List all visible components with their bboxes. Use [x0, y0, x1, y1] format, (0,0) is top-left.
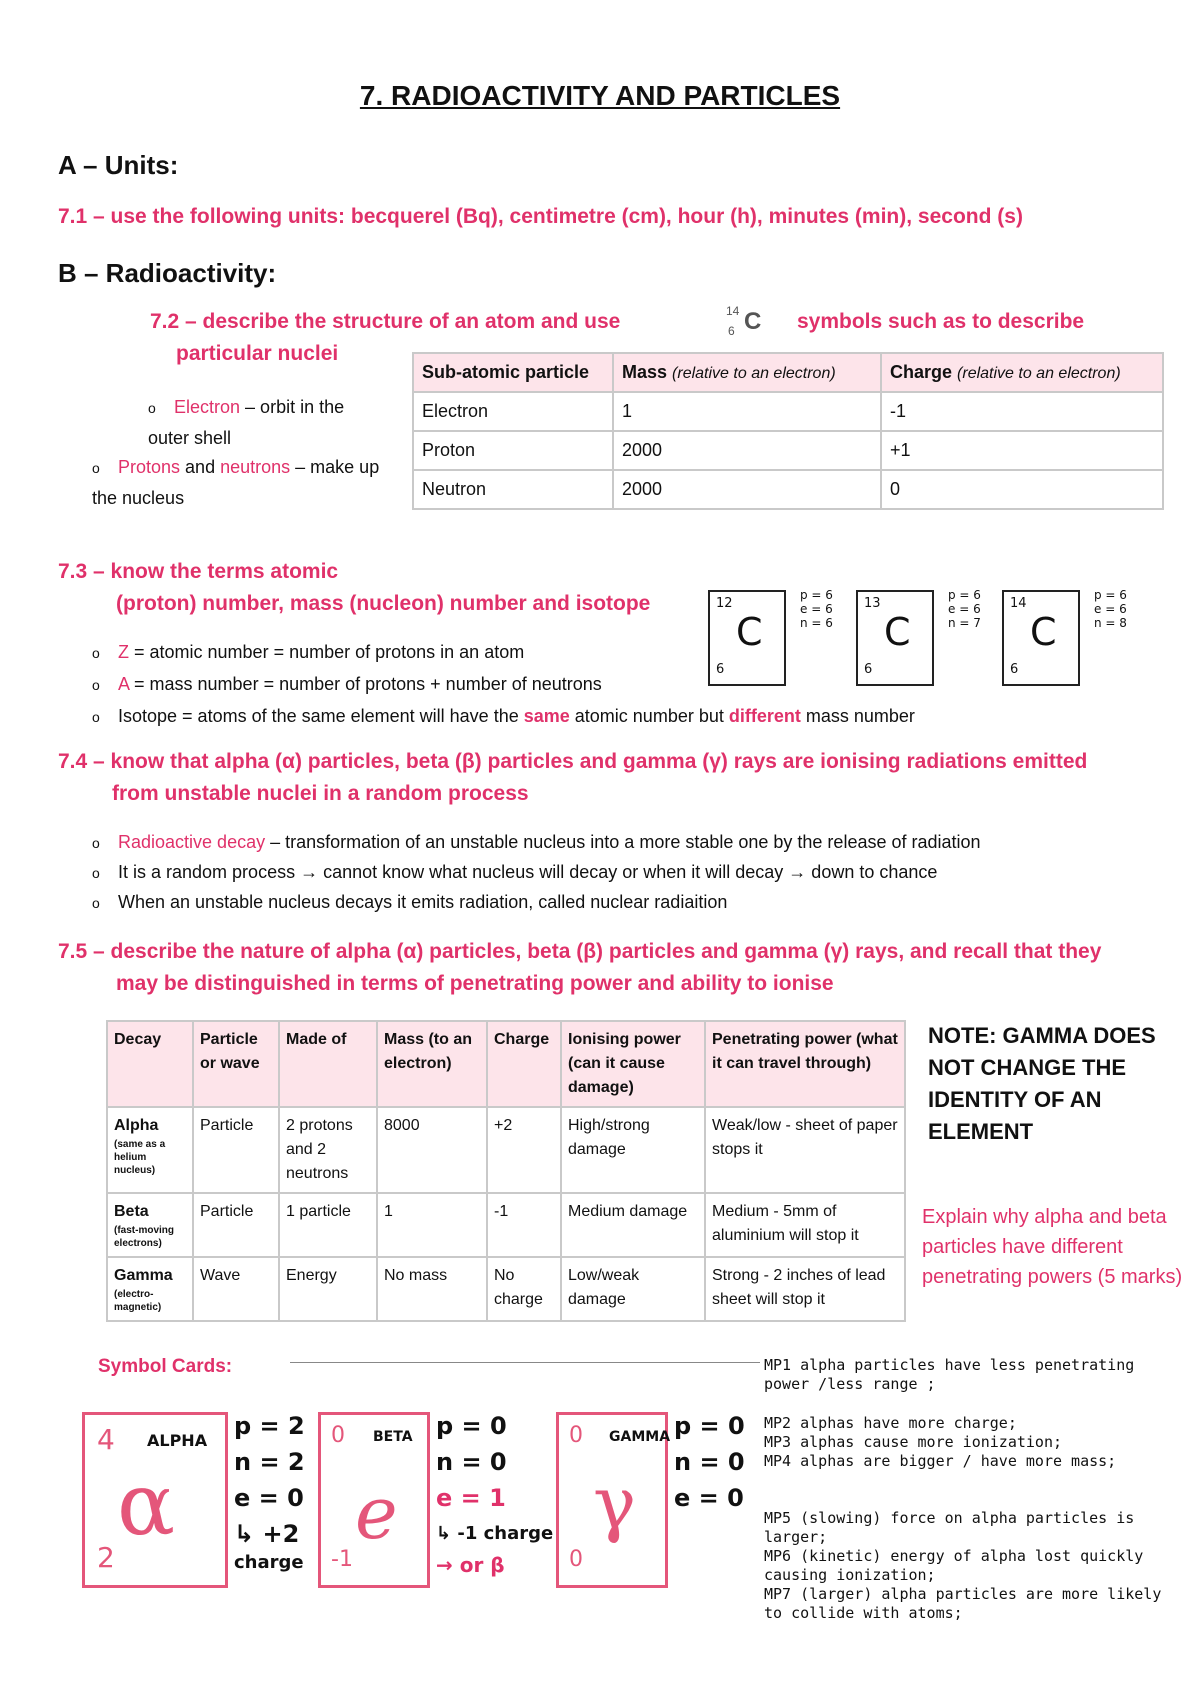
subatomic-table [412, 352, 1164, 510]
table-cell: 1 particle [279, 1193, 377, 1257]
table-cell: 2 protons and 2 neutrons [279, 1107, 377, 1193]
nuclide-atomic: 6 [728, 324, 735, 338]
spec-7-5-line2: may be distinguished in terms of penetrating power and ability to ionise [116, 972, 834, 995]
mark-point: MP1 alpha particles have less penetrating power /less range ; [764, 1356, 1135, 1393]
isotope-notes-c14: p = 6 e = 6 n = 8 [1094, 588, 1127, 630]
gamma-glyph: γ [593, 1461, 637, 1545]
table-cell: Particle [193, 1107, 279, 1193]
mark-point: MP4 alphas are bigger / have more mass; [764, 1452, 1117, 1470]
bullet-isotope: o Isotope = atoms of the same element will have the same atomic number but different mass number [92, 706, 915, 726]
table-cell: Medium - 5mm of aluminium will stop it [705, 1193, 905, 1257]
section-a-heading: A – Units: [58, 150, 179, 180]
bullet-random-process: o It is a random process → cannot know what nucleus will decay or when it will decay → down to chance [92, 862, 938, 882]
bullet-radioactive-decay: o Radioactive decay – transformation of an unstable nucleus into a more stable one by the release of radiation [92, 832, 981, 852]
table-cell: -1 [881, 392, 1163, 431]
spec-7-4-line1: 7.4 – know that alpha (α) particles, beta (β) particles and gamma (γ) rays are ionising radiations emitted [58, 750, 1088, 773]
bullet-electron: o Electron – orbit in the outer shell [148, 397, 345, 448]
table-cell: Proton [413, 431, 613, 470]
nuclide-mass: 14 [726, 304, 740, 318]
radiation-table [106, 1020, 906, 1322]
isotope-card-c14: 14 C 6 [1002, 590, 1080, 686]
table-header: Mass (relative to an electron) [613, 353, 881, 392]
table-header: Made of [279, 1021, 377, 1107]
table-cell: Strong - 2 inches of lead sheet will stop it [705, 1257, 905, 1321]
table-row [107, 1193, 905, 1257]
nuclide-letter: C [744, 308, 762, 335]
table-cell: Weak/low - sheet of paper stops it [705, 1107, 905, 1193]
table-cell: 2000 [613, 470, 881, 509]
mark-point: MP7 (larger) alpha particles are more likely to collide with atoms; [764, 1585, 1162, 1622]
table-cell: Beta (fast-moving electrons) [107, 1193, 193, 1257]
table-cell: +2 [487, 1107, 561, 1193]
spec-7-2-line1: 7.2 – describe the structure of an atom and use [150, 310, 621, 333]
symbol-cards-title: Symbol Cards: [98, 1356, 233, 1377]
table-row [413, 470, 1163, 509]
table-cell: Energy [279, 1257, 377, 1321]
spec-7-1: 7.1 – use the following units: becquerel (Bq), centimetre (cm), hour (h), minutes (min), second (s) [58, 205, 1023, 228]
mark-point: MP3 alphas cause more ionization; [764, 1433, 1063, 1451]
table-header: Ionising power (can it cause damage) [561, 1021, 705, 1107]
table-cell: No mass [377, 1257, 487, 1321]
gamma-card: 0 GAMMA γ 0 [556, 1412, 668, 1588]
table-row [107, 1107, 905, 1193]
table-cell: Wave [193, 1257, 279, 1321]
nuclide-symbol [726, 304, 786, 348]
alpha-notes: p = 2 n = 2 e = 0 ↳ +2 charge [234, 1412, 305, 1573]
bullet-a: o A = mass number = number of protons + number of neutrons [92, 674, 602, 694]
bullet-emission: o When an unstable nucleus decays it emits radiation, called nuclear radiaition [92, 892, 728, 912]
exam-question: Explain why alpha and beta particles have different penetrating powers (5 marks) [922, 1206, 1183, 1288]
table-cell: -1 [487, 1193, 561, 1257]
table-header: Decay [107, 1021, 193, 1107]
table-cell: Medium damage [561, 1193, 705, 1257]
spec-7-3-line2: (proton) number, mass (nucleon) number and isotope [116, 592, 651, 615]
table-cell: 1 [613, 392, 881, 431]
gamma-note: NOTE: GAMMA DOES NOT CHANGE THE IDENTITY OF AN ELEMENT [928, 1023, 1156, 1144]
table-cell: 1 [377, 1193, 487, 1257]
beta-glyph: e [355, 1471, 398, 1555]
gamma-notes: p = 0 n = 0 e = 0 [674, 1412, 745, 1512]
table-cell: Particle [193, 1193, 279, 1257]
table-cell: Alpha (same as a helium nucleus) [107, 1107, 193, 1193]
table-header: Penetrating power (what it can travel through) [705, 1021, 905, 1107]
bullet-z: o Z = atomic number = number of protons in an atom [92, 642, 525, 662]
mark-scheme [764, 1356, 1184, 1623]
isotope-card-c13: 13 C 6 [856, 590, 934, 686]
spec-7-3-line1: 7.3 – know the terms atomic [58, 560, 339, 583]
table-cell: Electron [413, 392, 613, 431]
table-cell: Neutron [413, 470, 613, 509]
divider [290, 1362, 760, 1363]
table-header: Particle or wave [193, 1021, 279, 1107]
table-cell: 0 [881, 470, 1163, 509]
table-header: Charge [487, 1021, 561, 1107]
section-b-heading: B – Radioactivity: [58, 258, 277, 288]
page-title: 7. RADIOACTIVITY AND PARTICLES [359, 80, 841, 111]
table-row [413, 392, 1163, 431]
table-header-row [107, 1021, 905, 1107]
table-cell: 2000 [613, 431, 881, 470]
table-cell: +1 [881, 431, 1163, 470]
table-header-row [413, 353, 1163, 392]
table-header: Charge (relative to an electron) [881, 353, 1163, 392]
table-row [107, 1257, 905, 1321]
table-header: Sub-atomic particle [413, 353, 613, 392]
spec-7-2-line2: symbols such as to describe [797, 310, 1085, 333]
beta-card: 0 BETA e -1 [318, 1412, 430, 1588]
spec-7-2-line3: particular nuclei [176, 342, 339, 365]
alpha-glyph: α [117, 1455, 176, 1555]
isotope-notes-c13: p = 6 e = 6 n = 7 [948, 588, 981, 630]
mark-point: MP5 (slowing) force on alpha particles is larger; [764, 1509, 1135, 1546]
isotope-notes-c12: p = 6 e = 6 n = 6 [800, 588, 833, 630]
table-cell: No charge [487, 1257, 561, 1321]
table-cell: 8000 [377, 1107, 487, 1193]
spec-7-4-line2: from unstable nuclei in a random process [112, 782, 529, 805]
table-cell: High/strong damage [561, 1107, 705, 1193]
beta-notes: p = 0 n = 0 e = 1 ↳ -1 charge → or β [436, 1412, 554, 1577]
bullet-protons-neutrons: o Protons and neutrons – make up the nucleus [92, 457, 380, 508]
alpha-card: 4 ALPHA α 2 [82, 1412, 228, 1588]
isotope-card-c12: 12 C 6 [708, 590, 786, 686]
table-header: Mass (to an electron) [377, 1021, 487, 1107]
table-row [413, 431, 1163, 470]
table-cell: Low/weak damage [561, 1257, 705, 1321]
table-cell: Gamma (electro-magnetic) [107, 1257, 193, 1321]
mark-point: MP2 alphas have more charge; [764, 1414, 1017, 1432]
mark-point: MP6 (kinetic) energy of alpha lost quickly causing ionization; [764, 1547, 1144, 1584]
spec-7-5-line1: 7.5 – describe the nature of alpha (α) particles, beta (β) particles and gamma (γ) rays, and recall that they [58, 940, 1102, 963]
